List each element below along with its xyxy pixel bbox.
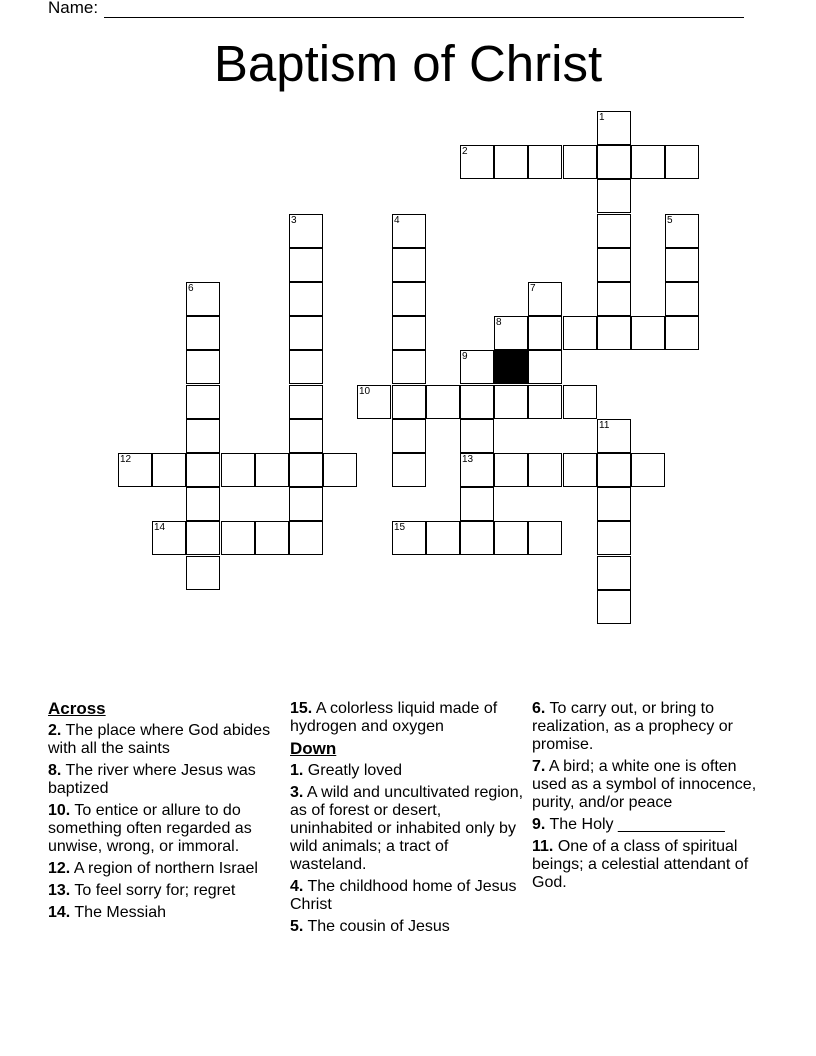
grid-cell[interactable] xyxy=(528,453,562,487)
clue-text: The cousin of Jesus xyxy=(307,918,450,935)
clue-text: The place where God abides with all the saints xyxy=(48,722,271,757)
cell-number: 8 xyxy=(496,317,502,328)
grid-cell[interactable] xyxy=(665,145,699,179)
cell-number: 4 xyxy=(394,215,400,226)
clue-column-3 xyxy=(532,700,768,896)
clue-text: One of a class of spiritual beings; a celestial attendant of God. xyxy=(532,838,749,891)
grid-cell[interactable] xyxy=(221,521,255,555)
grid-cell[interactable] xyxy=(528,350,562,384)
grid-cell[interactable] xyxy=(597,590,631,624)
grid-cell[interactable] xyxy=(289,419,323,453)
clue-number: 4. xyxy=(290,878,304,895)
clue-number: 1. xyxy=(290,762,304,779)
page-title: Baptism of Christ xyxy=(213,35,603,92)
cell-number: 1 xyxy=(599,112,605,123)
clue-down-4 xyxy=(290,878,526,914)
grid-cell[interactable] xyxy=(528,282,562,316)
grid-cell[interactable] xyxy=(323,453,357,487)
grid-cell[interactable] xyxy=(289,248,323,282)
clue-text: To feel sorry for; regret xyxy=(74,882,236,899)
grid-cell[interactable] xyxy=(221,453,255,487)
clue-down-3 xyxy=(290,784,526,874)
grid-cell[interactable] xyxy=(597,214,631,248)
clue-down-5 xyxy=(290,918,526,936)
clue-number: 9. xyxy=(532,816,546,833)
grid-cell[interactable] xyxy=(186,419,220,453)
grid-cell[interactable] xyxy=(494,385,528,419)
clue-across-14 xyxy=(48,904,284,922)
grid-cell[interactable] xyxy=(494,453,528,487)
grid-cell[interactable] xyxy=(289,214,323,248)
clue-column-2 xyxy=(290,700,526,940)
grid-cell[interactable] xyxy=(494,521,528,555)
clue-number: 6. xyxy=(532,700,546,717)
clue-text: A wild and uncultivated region, as of forest or desert, uninhabited or inhabited only by wild animals; a tract of wasteland. xyxy=(290,784,524,873)
grid-cell[interactable] xyxy=(563,316,597,350)
clue-text: A bird; a white one is often used as a symbol of innocence, purity, and/or peace xyxy=(532,758,757,811)
grid-cell[interactable] xyxy=(631,145,665,179)
grid-cell[interactable] xyxy=(597,419,631,453)
cell-number: 12 xyxy=(120,454,132,465)
grid-cell[interactable] xyxy=(631,316,665,350)
grid-cell[interactable] xyxy=(392,521,426,555)
grid-cell[interactable] xyxy=(186,316,220,350)
grid-cell[interactable] xyxy=(528,145,562,179)
clue-across-2 xyxy=(48,722,284,758)
clue-number: 10. xyxy=(48,802,71,819)
clue-text: To entice or allure to do something often regarded as unwise, wrong, or immoral. xyxy=(48,802,252,855)
grid-cell[interactable] xyxy=(392,350,426,384)
clue-number: 8. xyxy=(48,762,62,779)
clue-number: 11. xyxy=(532,838,554,855)
clue-down-11 xyxy=(532,838,768,892)
grid-cell[interactable] xyxy=(494,316,528,350)
clue-across-15 xyxy=(290,700,526,736)
grid-cell[interactable] xyxy=(460,487,494,521)
grid-cell[interactable] xyxy=(460,419,494,453)
cell-number: 9 xyxy=(462,351,468,362)
clue-number: 5. xyxy=(290,918,304,935)
grid-cell[interactable] xyxy=(152,521,186,555)
grid-cell[interactable] xyxy=(186,453,220,487)
grid-cell[interactable] xyxy=(597,179,631,213)
grid-cell[interactable] xyxy=(255,453,289,487)
grid-cell[interactable] xyxy=(357,385,391,419)
grid-cell[interactable] xyxy=(563,145,597,179)
grid-cell[interactable] xyxy=(392,214,426,248)
grid-cell[interactable] xyxy=(460,385,494,419)
grid-cell[interactable] xyxy=(289,350,323,384)
clue-text: Greatly loved xyxy=(307,762,403,779)
clue-text: The Messiah xyxy=(74,904,166,921)
grid-cell[interactable] xyxy=(460,453,494,487)
grid-cell[interactable] xyxy=(665,248,699,282)
grid-cell[interactable] xyxy=(186,487,220,521)
clue-text: A colorless liquid made of hydrogen and oxygen xyxy=(290,700,498,735)
grid-cell[interactable] xyxy=(460,350,494,384)
grid-cell[interactable] xyxy=(392,385,426,419)
grid-cell[interactable] xyxy=(289,282,323,316)
grid-cell[interactable] xyxy=(118,453,152,487)
down-heading: Down xyxy=(290,739,337,758)
grid-cell[interactable] xyxy=(597,248,631,282)
grid-cell[interactable] xyxy=(186,556,220,590)
grid-cell[interactable] xyxy=(426,385,460,419)
clue-across-8 xyxy=(48,762,284,798)
clue-number: 14. xyxy=(48,904,71,921)
grid-cell[interactable] xyxy=(528,385,562,419)
cell-number: 7 xyxy=(530,283,536,294)
grid-cell[interactable] xyxy=(392,282,426,316)
grid-cell[interactable] xyxy=(289,453,323,487)
across-heading: Across xyxy=(48,699,106,718)
cell-number: 5 xyxy=(667,215,673,226)
clue-down-6 xyxy=(532,700,768,754)
grid-cell[interactable] xyxy=(665,214,699,248)
grid-cell[interactable] xyxy=(186,282,220,316)
grid-cell[interactable] xyxy=(426,521,460,555)
grid-cell[interactable] xyxy=(597,487,631,521)
grid-cell[interactable] xyxy=(186,521,220,555)
grid-cell[interactable] xyxy=(289,521,323,555)
grid-cell[interactable] xyxy=(528,521,562,555)
cell-number: 2 xyxy=(462,146,468,157)
clue-number: 13. xyxy=(48,882,71,899)
clue-text: A region of northern Israel xyxy=(73,860,258,877)
grid-cell[interactable] xyxy=(597,556,631,590)
black-square xyxy=(494,350,528,384)
grid-cell[interactable] xyxy=(392,453,426,487)
clue-number: 12. xyxy=(48,860,71,877)
grid-cell[interactable] xyxy=(392,316,426,350)
clue-across-12 xyxy=(48,860,284,878)
grid-cell[interactable] xyxy=(597,282,631,316)
clue-number: 15. xyxy=(290,700,313,717)
grid-cell[interactable] xyxy=(665,316,699,350)
clue-down-1 xyxy=(290,762,526,780)
grid-cell[interactable] xyxy=(289,487,323,521)
grid-cell[interactable] xyxy=(494,145,528,179)
grid-cell[interactable] xyxy=(597,145,631,179)
grid-cell[interactable] xyxy=(392,419,426,453)
clue-across-13 xyxy=(48,882,284,900)
grid-cell[interactable] xyxy=(597,316,631,350)
cell-number: 6 xyxy=(188,283,194,294)
grid-cell[interactable] xyxy=(597,111,631,145)
clue-text: The river where Jesus was baptized xyxy=(48,762,256,797)
grid-cell[interactable] xyxy=(255,521,289,555)
grid-cell[interactable] xyxy=(460,145,494,179)
grid-cell[interactable] xyxy=(597,453,631,487)
clue-down-7 xyxy=(532,758,768,812)
clue-down-9 xyxy=(532,816,768,834)
grid-cell[interactable] xyxy=(597,521,631,555)
cell-number: 10 xyxy=(359,386,371,397)
name-label: Name: xyxy=(48,0,99,17)
clue-across-10 xyxy=(48,802,284,856)
clue-text: The childhood home of Jesus Christ xyxy=(290,878,517,913)
grid-cell[interactable] xyxy=(528,316,562,350)
clue-number: 2. xyxy=(48,722,62,739)
clue-number: 3. xyxy=(290,784,304,801)
clue-text: The Holy ____________ xyxy=(549,816,725,833)
grid-cell[interactable] xyxy=(392,248,426,282)
grid-cell[interactable] xyxy=(563,385,597,419)
grid-cell[interactable] xyxy=(186,385,220,419)
grid-cell[interactable] xyxy=(289,316,323,350)
clue-text: To carry out, or bring to realization, as a prophecy or promise. xyxy=(532,700,733,753)
clue-column-1 xyxy=(48,700,284,926)
grid-cell[interactable] xyxy=(152,453,186,487)
grid-cell[interactable] xyxy=(563,453,597,487)
cell-number: 15 xyxy=(394,522,406,533)
cell-number: 13 xyxy=(462,454,474,465)
cell-number: 14 xyxy=(154,522,166,533)
grid-cell[interactable] xyxy=(665,282,699,316)
grid-cell[interactable] xyxy=(289,385,323,419)
grid-cell[interactable] xyxy=(631,453,665,487)
cell-number: 3 xyxy=(291,215,297,226)
clue-number: 7. xyxy=(532,758,546,775)
cell-number: 11 xyxy=(599,420,610,431)
grid-cell[interactable] xyxy=(186,350,220,384)
grid-cell[interactable] xyxy=(460,521,494,555)
